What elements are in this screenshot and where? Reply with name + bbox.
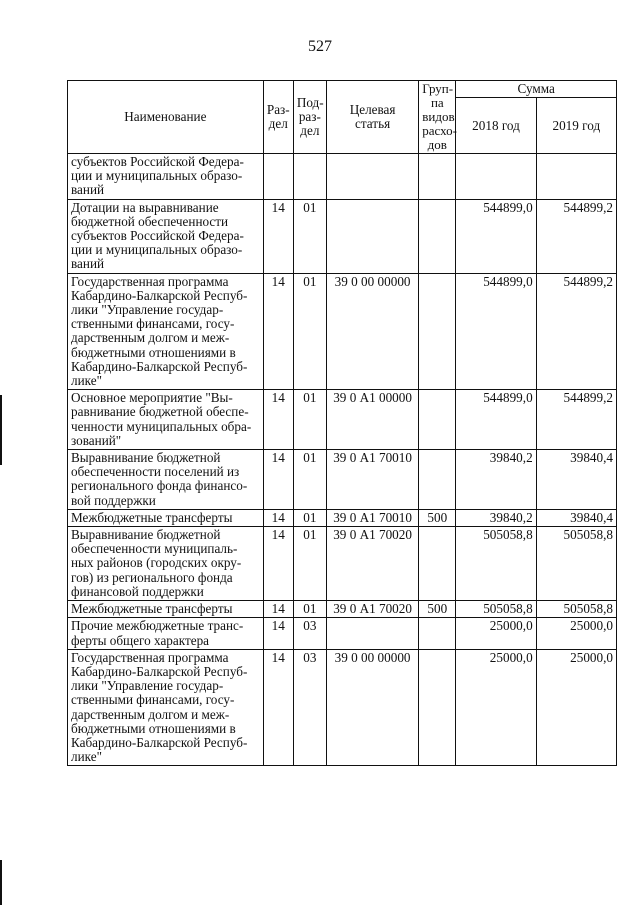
header-sum: Сумма [456,81,617,98]
table-row [68,199,617,273]
budget-table [67,80,617,766]
row-target [326,199,418,273]
row-group: 500 [419,509,456,526]
header-group: Груп- па видов расхо- дов [419,81,456,154]
row-target: 39 0 А1 70020 [326,527,418,601]
row-2018: 505058,8 [456,601,536,618]
table-row [68,527,617,601]
row-section: 14 [263,390,293,450]
row-name: Государственная программа Кабардино-Балкарской Респуб- лики "Управление государ- ственными финансами, госу- дарственным долгом и меж- бюджетными отношениями в Кабардино-Балкарской Респуб- лике" [68,273,264,390]
row-2018: 25000,0 [456,649,536,766]
row-section: 14 [263,450,293,510]
row-target: 39 0 А1 00000 [326,390,418,450]
table-row [68,618,617,649]
scan-edge-mark [0,860,2,905]
row-group [419,154,456,200]
row-subsection: 01 [293,199,326,273]
table-row [68,601,617,618]
row-2019: 25000,0 [536,649,616,766]
row-subsection: 01 [293,601,326,618]
row-group [419,618,456,649]
row-section: 14 [263,273,293,390]
row-2018: 544899,0 [456,273,536,390]
header-section: Раз- дел [263,81,293,154]
row-target: 39 0 А1 70020 [326,601,418,618]
row-2019: 25000,0 [536,618,616,649]
row-group [419,649,456,766]
row-2018: 39840,2 [456,450,536,510]
row-2018 [456,154,536,200]
table-body [68,154,617,766]
row-group: 500 [419,601,456,618]
row-subsection: 03 [293,649,326,766]
row-2019: 505058,8 [536,527,616,601]
row-name: Межбюджетные трансферты [68,509,264,526]
row-group [419,390,456,450]
table-row [68,154,617,200]
row-target: 39 0 А1 70010 [326,509,418,526]
header-year-2018: 2018 год [456,98,536,154]
row-subsection: 01 [293,273,326,390]
row-group [419,450,456,510]
row-2018: 544899,0 [456,199,536,273]
row-group [419,273,456,390]
row-2018: 544899,0 [456,390,536,450]
page-number: 527 [308,38,332,55]
row-name: Выравнивание бюджетной обеспеченности муниципаль- ных районов (городских окру- гов) из регионального фонда финансовой поддержки [68,527,264,601]
header-target: Целевая статья [326,81,418,154]
table-row [68,509,617,526]
row-2019: 505058,8 [536,601,616,618]
row-name: Дотации на выравнивание бюджетной обеспеченности субъектов Российской Федера- ции и муниципальных образо- ваний [68,199,264,273]
row-target [326,154,418,200]
table-row [68,390,617,450]
table-header [68,81,617,154]
row-section: 14 [263,618,293,649]
row-section: 14 [263,509,293,526]
row-section: 14 [263,601,293,618]
row-2018: 39840,2 [456,509,536,526]
row-subsection: 01 [293,390,326,450]
row-name: Межбюджетные трансферты [68,601,264,618]
row-section [263,154,293,200]
row-target: 39 0 00 00000 [326,273,418,390]
table-row [68,273,617,390]
row-name: субъектов Российской Федера- ции и муниципальных образо- ваний [68,154,264,200]
row-2018: 25000,0 [456,618,536,649]
row-2019: 39840,4 [536,509,616,526]
row-2019: 39840,4 [536,450,616,510]
row-2019: 544899,2 [536,390,616,450]
row-subsection [293,154,326,200]
row-group [419,199,456,273]
row-subsection: 01 [293,509,326,526]
row-target: 39 0 00 00000 [326,649,418,766]
row-section: 14 [263,199,293,273]
row-section: 14 [263,649,293,766]
row-target [326,618,418,649]
row-subsection: 01 [293,450,326,510]
table-row [68,450,617,510]
header-year-2019: 2019 год [536,98,616,154]
scan-edge-mark [0,395,2,465]
row-target: 39 0 А1 70010 [326,450,418,510]
row-subsection: 01 [293,527,326,601]
row-name: Основное мероприятие "Вы- равнивание бюджетной обеспе- ченности муниципальных обра- зований" [68,390,264,450]
row-2019: 544899,2 [536,273,616,390]
table-row [68,649,617,766]
header-name: Наименование [68,81,264,154]
header-subsection: Под- раз- дел [293,81,326,154]
row-2018: 505058,8 [456,527,536,601]
row-name: Прочие межбюджетные транс- ферты общего характера [68,618,264,649]
row-group [419,527,456,601]
row-name: Выравнивание бюджетной обеспеченности поселений из регионального фонда финансо- вой поддержки [68,450,264,510]
row-2019 [536,154,616,200]
row-subsection: 03 [293,618,326,649]
row-2019: 544899,2 [536,199,616,273]
row-section: 14 [263,527,293,601]
row-name: Государственная программа Кабардино-Балкарской Респуб- лики "Управление государ- ственными финансами, госу- дарственным долгом и меж- бюджетными отношениями в Кабардино-Балкарской Респуб- лике" [68,649,264,766]
